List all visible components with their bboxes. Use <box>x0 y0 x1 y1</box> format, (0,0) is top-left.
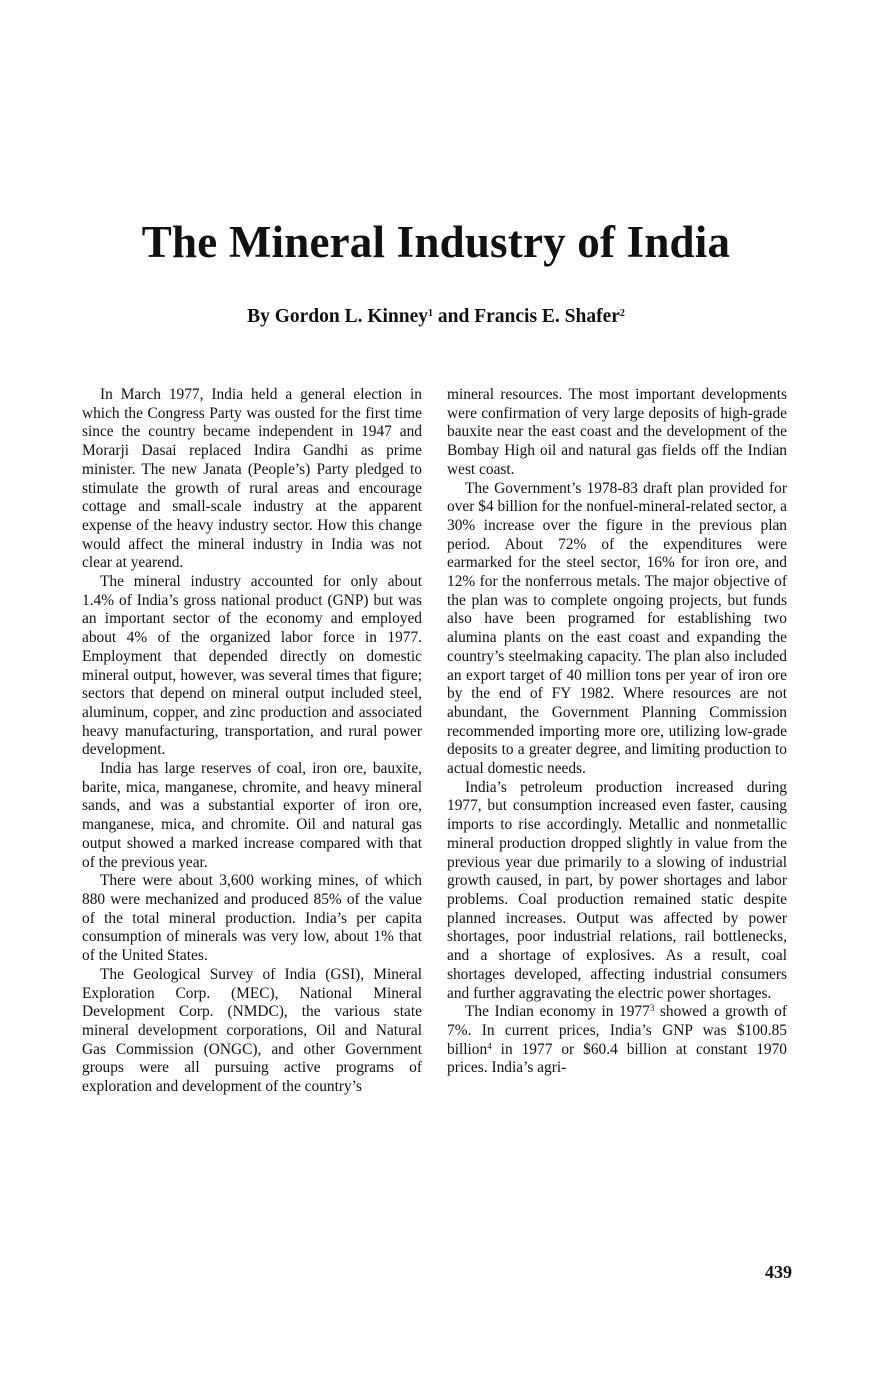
paragraph: The mineral industry accounted for only about 1.4% of India’s gross national product (GNP) but was an important sector of the economy and employed about 4% of the organized labor force in 1977. Employment that depended directly on domestic mineral output, however, was several times that figure; sectors that depend on mineral output included steel, aluminum, copper, and zinc production and associated heavy manufacturing, transportation, and rural power development. <box>82 573 422 759</box>
byline-author-2: and Francis E. Shafer <box>433 306 620 327</box>
paragraph-text: The Indian economy in 1977 <box>465 1003 650 1021</box>
footnote-marker-4: 4 <box>487 1040 492 1051</box>
byline <box>0 306 872 328</box>
footnote-marker-2: 2 <box>619 308 625 319</box>
paragraph: There were about 3,600 working mines, of which 880 were mechanized and produced 85% of the value of the total mineral production. India’s per capita consumption of minerals was very low, about 1% that of the United States. <box>82 872 422 965</box>
paragraph: In March 1977, India held a general election in which the Congress Party was ousted for the first time since the country became independent in 1947 and Morarji Dasai replaced Indira Gandhi as prime minister. The new Janata (People’s) Party pledged to stimulate the growth of rural areas and encourage cottage and small-scale industry at the apparent expense of the heavy industry sector. How this change would affect the mineral industry in India was not clear at yearend. <box>82 386 422 572</box>
right-column <box>447 386 787 1078</box>
paragraph <box>447 1003 787 1078</box>
paragraph: India has large reserves of coal, iron ore, bauxite, barite, mica, manganese, chromite, and heavy mineral sands, and was a substantial exporter of iron ore, manganese, mica, and chromite. Oil and natural gas output showed a marked increase compared with that of the previous year. <box>82 760 422 871</box>
footnote-marker-1: 1 <box>428 308 434 319</box>
paragraph-text: showed a growth of 7%. In current prices, India’s GNP was $100.85 billion <box>447 1003 787 1058</box>
footnote-marker-3: 3 <box>649 1003 655 1014</box>
paragraph-continued: mineral resources. The most important developments were confirmation of very large deposits of high-grade bauxite near the east coast and the development of the Bombay High oil and natural gas fields off the Indian west coast. <box>447 386 787 478</box>
paragraph: The Geological Survey of India (GSI), Mineral Exploration Corp. (MEC), National Mineral Development Corp. (NMDC), the various state mineral development corporations, Oil and Natural Gas Commission (ONGC), and other Government groups were all pursuing active programs of exploration and development of the country’s <box>82 965 422 1096</box>
paragraph-text: in 1977 or $60.4 billion at constant 1970 prices. India’s agri- <box>447 1040 787 1077</box>
byline-author-1: By Gordon L. Kinney <box>247 306 429 327</box>
left-column <box>82 386 422 1097</box>
paragraph: India’s petroleum production increased during 1977, but consumption increased even faster, causing imports to rise accordingly. Metallic and nonmetallic mineral production dropped slightly in value from the previous year due primarily to a slowing of industrial growth caused, in part, by power shortages and labor problems. Coal production remained static despite planned increases. Output was affected by power shortages, poor industrial relations, rail bottlenecks, and a shortage of explosives. As a result, coal shortages developed, affecting industrial consumers and further aggravating the electric power shortages. <box>447 778 787 1002</box>
article-title: The Mineral Industry of India <box>141 217 731 267</box>
paragraph: The Government’s 1978-83 draft plan provided for over $4 billion for the nonfuel-mineral-related sector, a 30% increase over the figure in the previous plan period. About 72% of the expenditures were earmarked for the steel sector, 16% for iron ore, and 12% for the nonferrous metals. The major objective of the plan was to complete ongoing projects, but funds also have been programed for establishing two alumina plants on the east coast and expanding the country’s steelmaking capacity. The plan also included an export target of 40 million tons per year of iron ore by the end of FY 1982. Where resources are not abundant, the Government Planning Commission recommended importing more ore, utilizing low-grade deposits to a greater degree, and limiting production to actual domestic needs. <box>447 479 787 778</box>
page-number: 439 <box>765 1262 792 1282</box>
